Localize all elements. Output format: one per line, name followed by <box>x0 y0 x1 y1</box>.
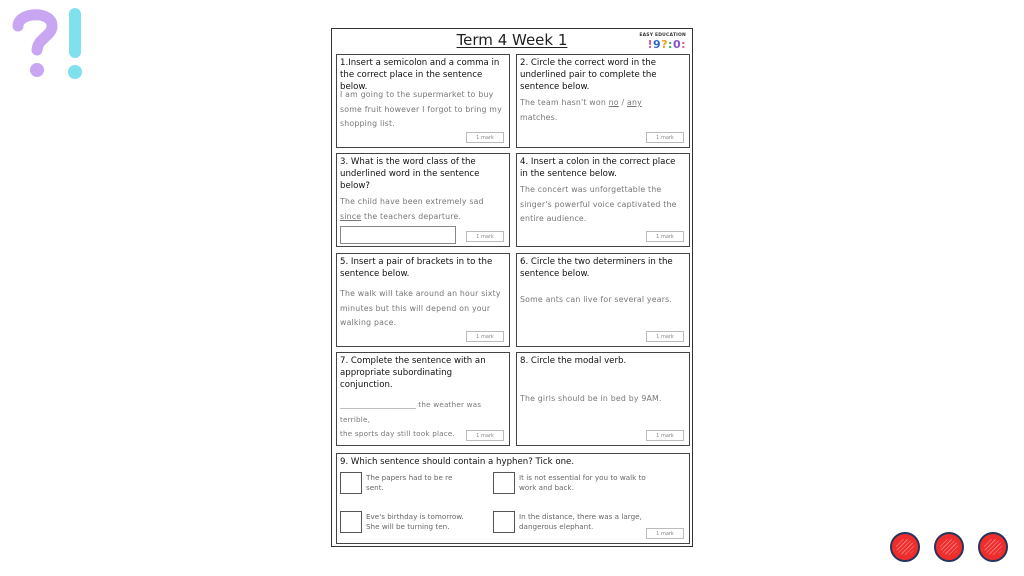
option-any[interactable]: any <box>626 98 642 107</box>
question-4-box <box>516 153 690 247</box>
question-7-sentence: ____________________ the weather was terrible, the sports day still took place. <box>340 400 482 438</box>
mark-label: 1 mark <box>646 430 684 441</box>
question-3-sentence: The child have been extremely sad since the teachers departure. <box>340 197 484 221</box>
red-dot-icon[interactable] <box>890 532 920 562</box>
question-2-text: 2. Circle the correct word in the underlined pair to complete the sentence below. <box>520 58 657 92</box>
question-1-text: 1.Insert a semicolon and a comma in the correct place in the sentence below. <box>340 58 500 92</box>
question-9-box <box>336 453 690 544</box>
worksheet <box>331 28 693 547</box>
question-8-box <box>516 352 690 446</box>
mark-label: 1 mark <box>646 132 684 143</box>
question-1-sentence: I am going to the supermarket to buy some fruit however I forgot to bring my shopping list. <box>340 90 502 128</box>
option-1-text: The papers had to be re sent. <box>366 473 453 492</box>
answer-blank[interactable]: ____________________ <box>340 400 416 409</box>
option-4-text: In the distance, there was a large, dangerous elephant. <box>519 512 642 531</box>
question-6-box <box>516 253 690 347</box>
mark-label: 1 mark <box>466 231 504 242</box>
option-no[interactable]: no <box>608 98 619 107</box>
option-2-text: It is not essential for you to walk to work and back. <box>519 473 646 492</box>
question-4-text: 4. Insert a colon in the correct place in the sentence below. <box>520 157 676 179</box>
mark-label: 1 mark <box>466 331 504 342</box>
easy-education-logo: EASY EDUCATION !9?:0: <box>639 33 686 51</box>
slide-nav <box>888 530 1012 564</box>
question-7-text: 7. Complete the sentence with an appropriate subordinating conjunction. <box>340 356 486 390</box>
question-2-sentence: The team hasn't won no / any matches. <box>520 98 642 122</box>
tick-box-4[interactable] <box>493 511 515 533</box>
red-dot-icon[interactable] <box>978 532 1008 562</box>
tick-box-2[interactable] <box>493 472 515 494</box>
question-exclamation-icon <box>8 4 92 82</box>
question-9-text: 9. Which sentence should contain a hyphen? Tick one. <box>340 457 575 467</box>
question-5-text: 5. Insert a pair of brackets in to the sentence below. <box>340 257 493 279</box>
mark-label: 1 mark <box>646 231 684 242</box>
question-5-sentence: The walk will take around an hour sixty minutes but this will depend on your walking pace. <box>340 289 501 327</box>
question-6-text: 6. Circle the two determiners in the sentence below. <box>520 257 673 279</box>
answer-box[interactable] <box>340 226 456 244</box>
red-dot-icon[interactable] <box>934 532 964 562</box>
worksheet-title: Term 4 Week 1 <box>456 31 568 49</box>
question-2-box <box>516 54 690 148</box>
question-4-sentence: The concert was unforgettable the singer's powerful voice captivated the entire audience. <box>520 185 677 223</box>
mark-label: 1 mark <box>466 132 504 143</box>
option-3-text: Eve's birthday is tomorrow. She will be turning ten. <box>366 512 464 531</box>
tick-box-1[interactable] <box>340 472 362 494</box>
mark-label: 1 mark <box>646 331 684 342</box>
mark-label: 1 mark <box>646 528 684 539</box>
mark-label: 1 mark <box>466 430 504 441</box>
question-7-box <box>336 352 510 446</box>
question-3-text: 3. What is the word class of the underlined word in the sentence below? <box>340 157 480 191</box>
question-3-box <box>336 153 510 247</box>
question-1-box <box>336 54 510 148</box>
question-5-box <box>336 253 510 347</box>
question-8-text: 8. Circle the modal verb. <box>520 356 627 366</box>
question-8-sentence: The girls should be in bed by 9AM. <box>520 394 662 403</box>
tick-box-3[interactable] <box>340 511 362 533</box>
question-6-sentence: Some ants can live for several years. <box>520 295 673 304</box>
